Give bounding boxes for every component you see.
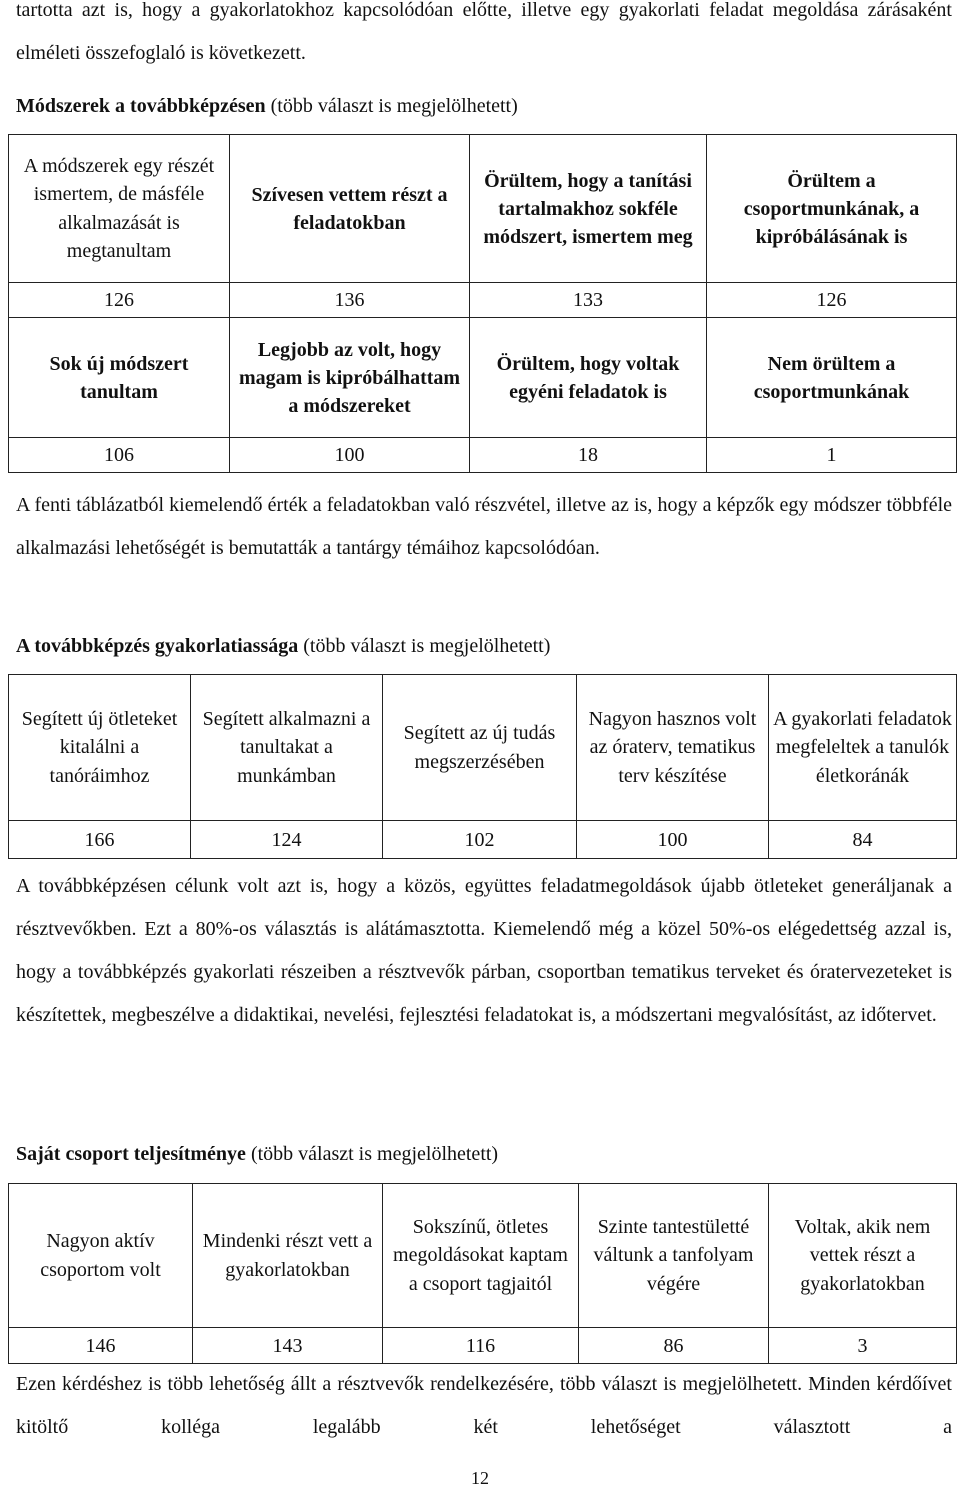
practicality-table — [8, 674, 957, 859]
table-cell: Sok új módszert tanultam — [9, 318, 230, 438]
table-cell-value: 84 — [769, 821, 957, 859]
table-cell-value: 18 — [470, 438, 707, 473]
intro-paragraph: tartotta azt is, hogy a gyakorlatokhoz kapcsolódóan előtte, illetve egy gyakorlati feladat megoldása zárásaként elméleti összefoglaló is következett. — [16, 0, 952, 64]
paragraph-methods-summary: A fenti táblázatból kiemelendő érték a feladatokban való részvétel, illetve az is, hogy a képzők egy módszer többféle alkalmazási lehetőségét is bemutatták a tantárgy témáihoz kapcsolódóan. — [16, 494, 952, 559]
table-cell-value: 106 — [9, 438, 230, 473]
table-cell-value: 86 — [579, 1328, 769, 1364]
group-table — [8, 1183, 957, 1364]
table-row — [9, 438, 957, 473]
table-cell: Szinte tantestületté váltunk a tanfolyam végére — [579, 1184, 769, 1328]
section-heading-practicality-note: (több választ is megjelölhetett) — [298, 635, 551, 657]
table-cell: Legjobb az volt, hogy magam is kipróbálhattam a módszereket — [230, 318, 470, 438]
table-cell-value: 136 — [230, 283, 470, 318]
table-cell-value: 100 — [577, 821, 769, 859]
methods-table — [8, 134, 957, 473]
paragraph-practicality-summary: A továbbképzésen célunk volt azt is, hogy a közös, együttes feladatmegoldások újabb ötleteket generáljanak a résztvevőkben. Ezt a 80%-os választás is alátámasztotta. Kiemelendő még a közel 50%-os elégedettség azzal is, hogy a továbbképzés gyakorlati részeiben a résztvevők párban, csoportban tematikus terveket és óratervezeteket is készítettek, megbeszélve a didaktikai, nevelési, fejlesztési feladatokat is, a módszertani megvalósítást, az időtervet. — [16, 875, 952, 1026]
table-row — [9, 283, 957, 318]
table-row — [9, 135, 957, 283]
table-cell: Segített az új tudás megszerzésében — [383, 675, 577, 821]
table-cell-value: 102 — [383, 821, 577, 859]
table-row — [9, 318, 957, 438]
paragraph-group-summary: Ezen kérdéshez is több lehetőség állt a résztvevők rendelkezésére, több választ is megjelölhetett. Minden kérdőívet kitöltő kolléga legalább két lehetőséget választott a — [16, 1373, 952, 1438]
table-cell-value: 3 — [769, 1328, 957, 1364]
section-heading-methods-bold: Módszerek a továbbképzésen — [16, 95, 266, 117]
table-cell: Szívesen vettem részt a feladatokban — [230, 135, 470, 283]
section-heading-group-bold: Saját csoport teljesítménye — [16, 1143, 246, 1165]
table-cell-value: 124 — [191, 821, 383, 859]
table-cell: Nem örültem a csoportmunkának — [707, 318, 957, 438]
table-cell: Örültem, hogy a tanítási tartalmakhoz sokféle módszert, ismertem meg — [470, 135, 707, 283]
table-cell: A módszerek egy részét ismertem, de másféle alkalmazását is megtanultam — [9, 135, 230, 283]
table-cell: Örültem, hogy voltak egyéni feladatok is — [470, 318, 707, 438]
section-heading-methods-note: (több választ is megjelölhetett) — [265, 95, 518, 117]
table-cell: Nagyon aktív csoportom volt — [9, 1184, 193, 1328]
table-cell-value: 100 — [230, 438, 470, 473]
table-cell: A gyakorlati feladatok megfeleltek a tanulók életkoránák — [769, 675, 957, 821]
table-cell-value: 116 — [383, 1328, 579, 1364]
table-cell: Segített új ötleteket kitalálni a tanóráimhoz — [9, 675, 191, 821]
table-row — [9, 1184, 957, 1328]
table-cell: Voltak, akik nem vettek részt a gyakorlatokban — [769, 1184, 957, 1328]
table-cell: Örültem a csoportmunkának, a kipróbálásának is — [707, 135, 957, 283]
table-cell-value: 166 — [9, 821, 191, 859]
table-cell-value: 133 — [470, 283, 707, 318]
table-cell-value: 126 — [707, 283, 957, 318]
table-cell: Segített alkalmazni a tanultakat a munkámban — [191, 675, 383, 821]
table-row — [9, 821, 957, 859]
table-cell-value: 126 — [9, 283, 230, 318]
table-cell-value: 1 — [707, 438, 957, 473]
section-heading-practicality — [16, 632, 952, 660]
table-cell-value: 146 — [9, 1328, 193, 1364]
table-row — [9, 675, 957, 821]
table-cell: Mindenki részt vett a gyakorlatokban — [193, 1184, 383, 1328]
section-heading-methods — [16, 92, 952, 120]
table-cell-value: 143 — [193, 1328, 383, 1364]
section-heading-group — [16, 1140, 952, 1168]
table-cell: Sokszínű, ötletes megoldásokat kaptam a csoport tagjaitól — [383, 1184, 579, 1328]
table-cell: Nagyon hasznos volt az óraterv, tematikus terv készítése — [577, 675, 769, 821]
section-heading-group-note: (több választ is megjelölhetett) — [245, 1143, 499, 1165]
page-number: 12 — [471, 1468, 489, 1488]
table-row — [9, 1328, 957, 1364]
section-heading-practicality-bold: A továbbképzés gyakorlatiassága — [16, 635, 299, 657]
